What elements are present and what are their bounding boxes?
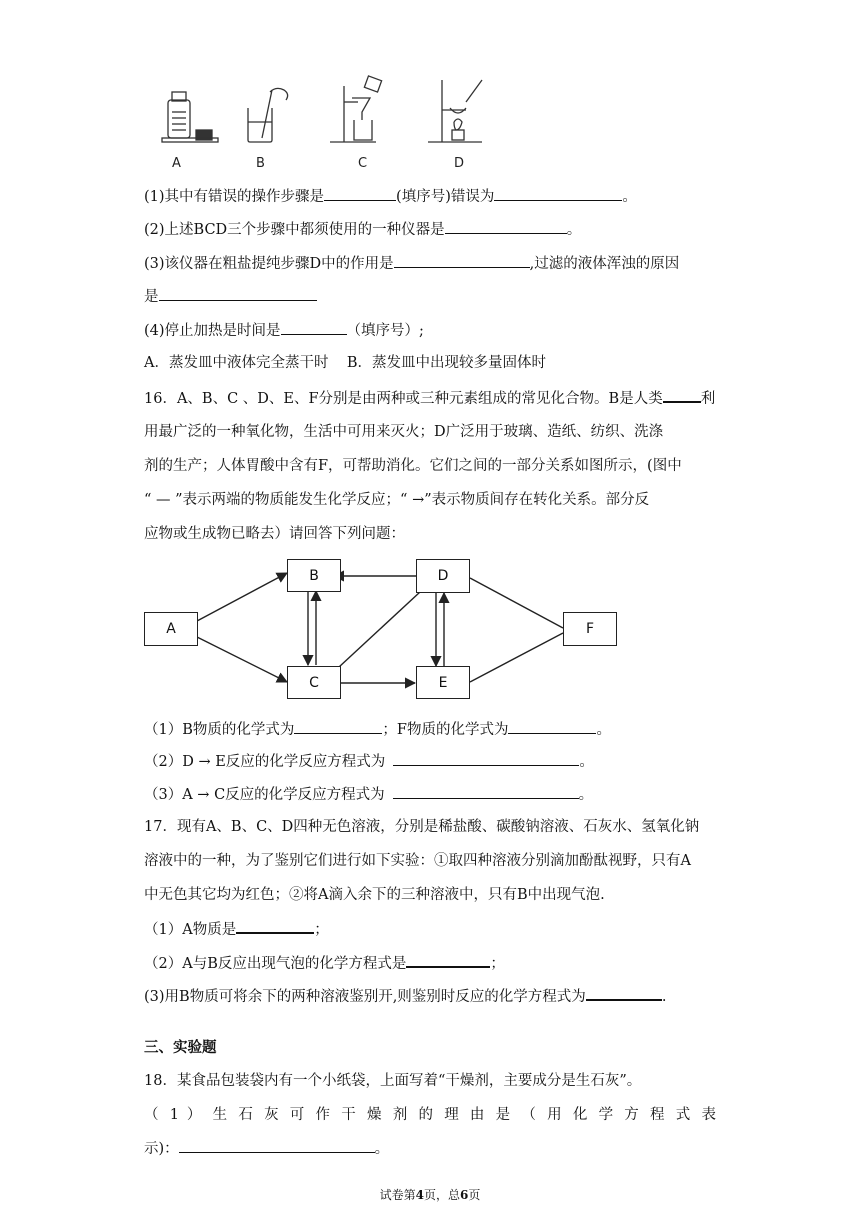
q16-blank-2[interactable] <box>393 751 579 766</box>
q17-blank-3[interactable] <box>586 985 662 1001</box>
q18-blank-1[interactable] <box>179 1138 375 1153</box>
q15-part4: (4)停止加热是时间是 （填序号）; <box>144 320 424 341</box>
q16-blank-1a[interactable] <box>294 719 382 734</box>
q16-line4: “ — ”表示两端的物质能发生化学反应；“ →”表示物质间存在转化关系。部分反 <box>144 492 650 508</box>
q17-part2: （2）A与B反应出现气泡的化学方程式是 ； <box>144 952 505 974</box>
node-a: A <box>144 612 198 646</box>
apparatus-label-c: C <box>358 156 368 171</box>
q18-line2: （ 1 ） 生 石 灰 可 作 干 燥 剂 的 理 由 是 （ 用 化 学 方 程 式 表 <box>144 1107 716 1123</box>
q16-line2: 用最广泛的一种氧化物，生活中可用来灭火；D广泛用于玻璃、造纸、纺织、洗涤 <box>144 424 664 440</box>
q17-line3: 中无色其它均为红色；②将A滴入余下的三种溶液中，只有B中出现气泡. <box>144 887 605 903</box>
q18-line1: 18．某食品包装袋内有一个小纸袋，上面写着“干燥剂，主要成分是生石灰”。 <box>144 1073 642 1089</box>
q16-line5: 应物或生成物已略去）请回答下列问题： <box>144 526 405 542</box>
apparatus-figure <box>144 72 510 172</box>
q15-blank-3b[interactable] <box>159 286 317 301</box>
q17-blank-1[interactable] <box>236 918 314 934</box>
apparatus-label-a: A <box>172 156 181 171</box>
q16-part1: （1）B物质的化学式为 ；F物质的化学式为 。 <box>144 719 611 740</box>
node-d: D <box>416 559 470 593</box>
q15-part2: (2)上述BCD三个步骤中都须使用的一种仪器是 。 <box>144 219 581 240</box>
q16-blank-3[interactable] <box>393 784 579 799</box>
page-footer: 试卷第4页，总6页 <box>379 1188 481 1202</box>
node-f: F <box>563 612 617 646</box>
q15-part3-cont: 是 <box>144 286 317 307</box>
page-total: 6 <box>460 1188 469 1202</box>
q15-blank-3a[interactable] <box>394 253 530 268</box>
q15-blank-1a[interactable] <box>324 186 396 201</box>
section-title: 三、实验题 <box>144 1040 217 1056</box>
q17-part1: （1）A物质是 ； <box>144 918 329 940</box>
q16-part2: （2）D → E反应的化学反应方程式为 。 <box>144 751 594 772</box>
page-number: 4 <box>415 1188 424 1202</box>
node-c: C <box>287 666 341 699</box>
q16-blank-1b[interactable] <box>508 719 596 734</box>
q17-part3: (3)用B物质可将余下的两种溶液鉴别开,则鉴别时反应的化学方程式为 . <box>144 985 666 1007</box>
node-e: E <box>416 666 470 699</box>
q15-part3: (3)该仪器在粗盐提纯步骤D中的作用是 ,过滤的液体浑浊的原因 <box>144 253 679 274</box>
q17-blank-2[interactable] <box>406 952 490 968</box>
q16-line1: 16．A、B、C 、D、E、F分别是由两种或三种元素组成的常见化合物。B是人类 利 <box>144 387 715 409</box>
q15-blank-2[interactable] <box>445 219 567 234</box>
q15-part1: (1)其中有错误的操作步骤是 (填序号)错误为 。 <box>144 186 637 207</box>
q15-options: A．蒸发皿中液体完全蒸干时 B．蒸发皿中出现较多量固体时 <box>144 355 547 371</box>
q17-line2: 溶液中的一种，为了鉴别它们进行如下实验：①取四种溶液分别滴加酚酞视野，只有A <box>144 853 691 869</box>
q16-blank-inline[interactable] <box>663 387 701 403</box>
apparatus-label-d: D <box>454 156 465 171</box>
node-b: B <box>287 559 341 592</box>
q15-blank-1b[interactable] <box>494 186 622 201</box>
q16-line3: 剂的生产；人体胃酸中含有F，可帮助消化。它们之间的一部分关系如图所示，(图中 <box>144 458 682 474</box>
apparatus-label-b: B <box>256 156 265 171</box>
q18-line3: 示)： 。 <box>144 1138 389 1159</box>
q16-part3: （3）A → C反应的化学反应方程式为 。 <box>144 784 593 805</box>
q17-line1: 17．现有A、B、C、D四种无色溶液，分别是稀盐酸、碳酸钠溶液、石灰水、氢氧化钠 <box>144 819 700 835</box>
q15-blank-4[interactable] <box>281 320 347 335</box>
